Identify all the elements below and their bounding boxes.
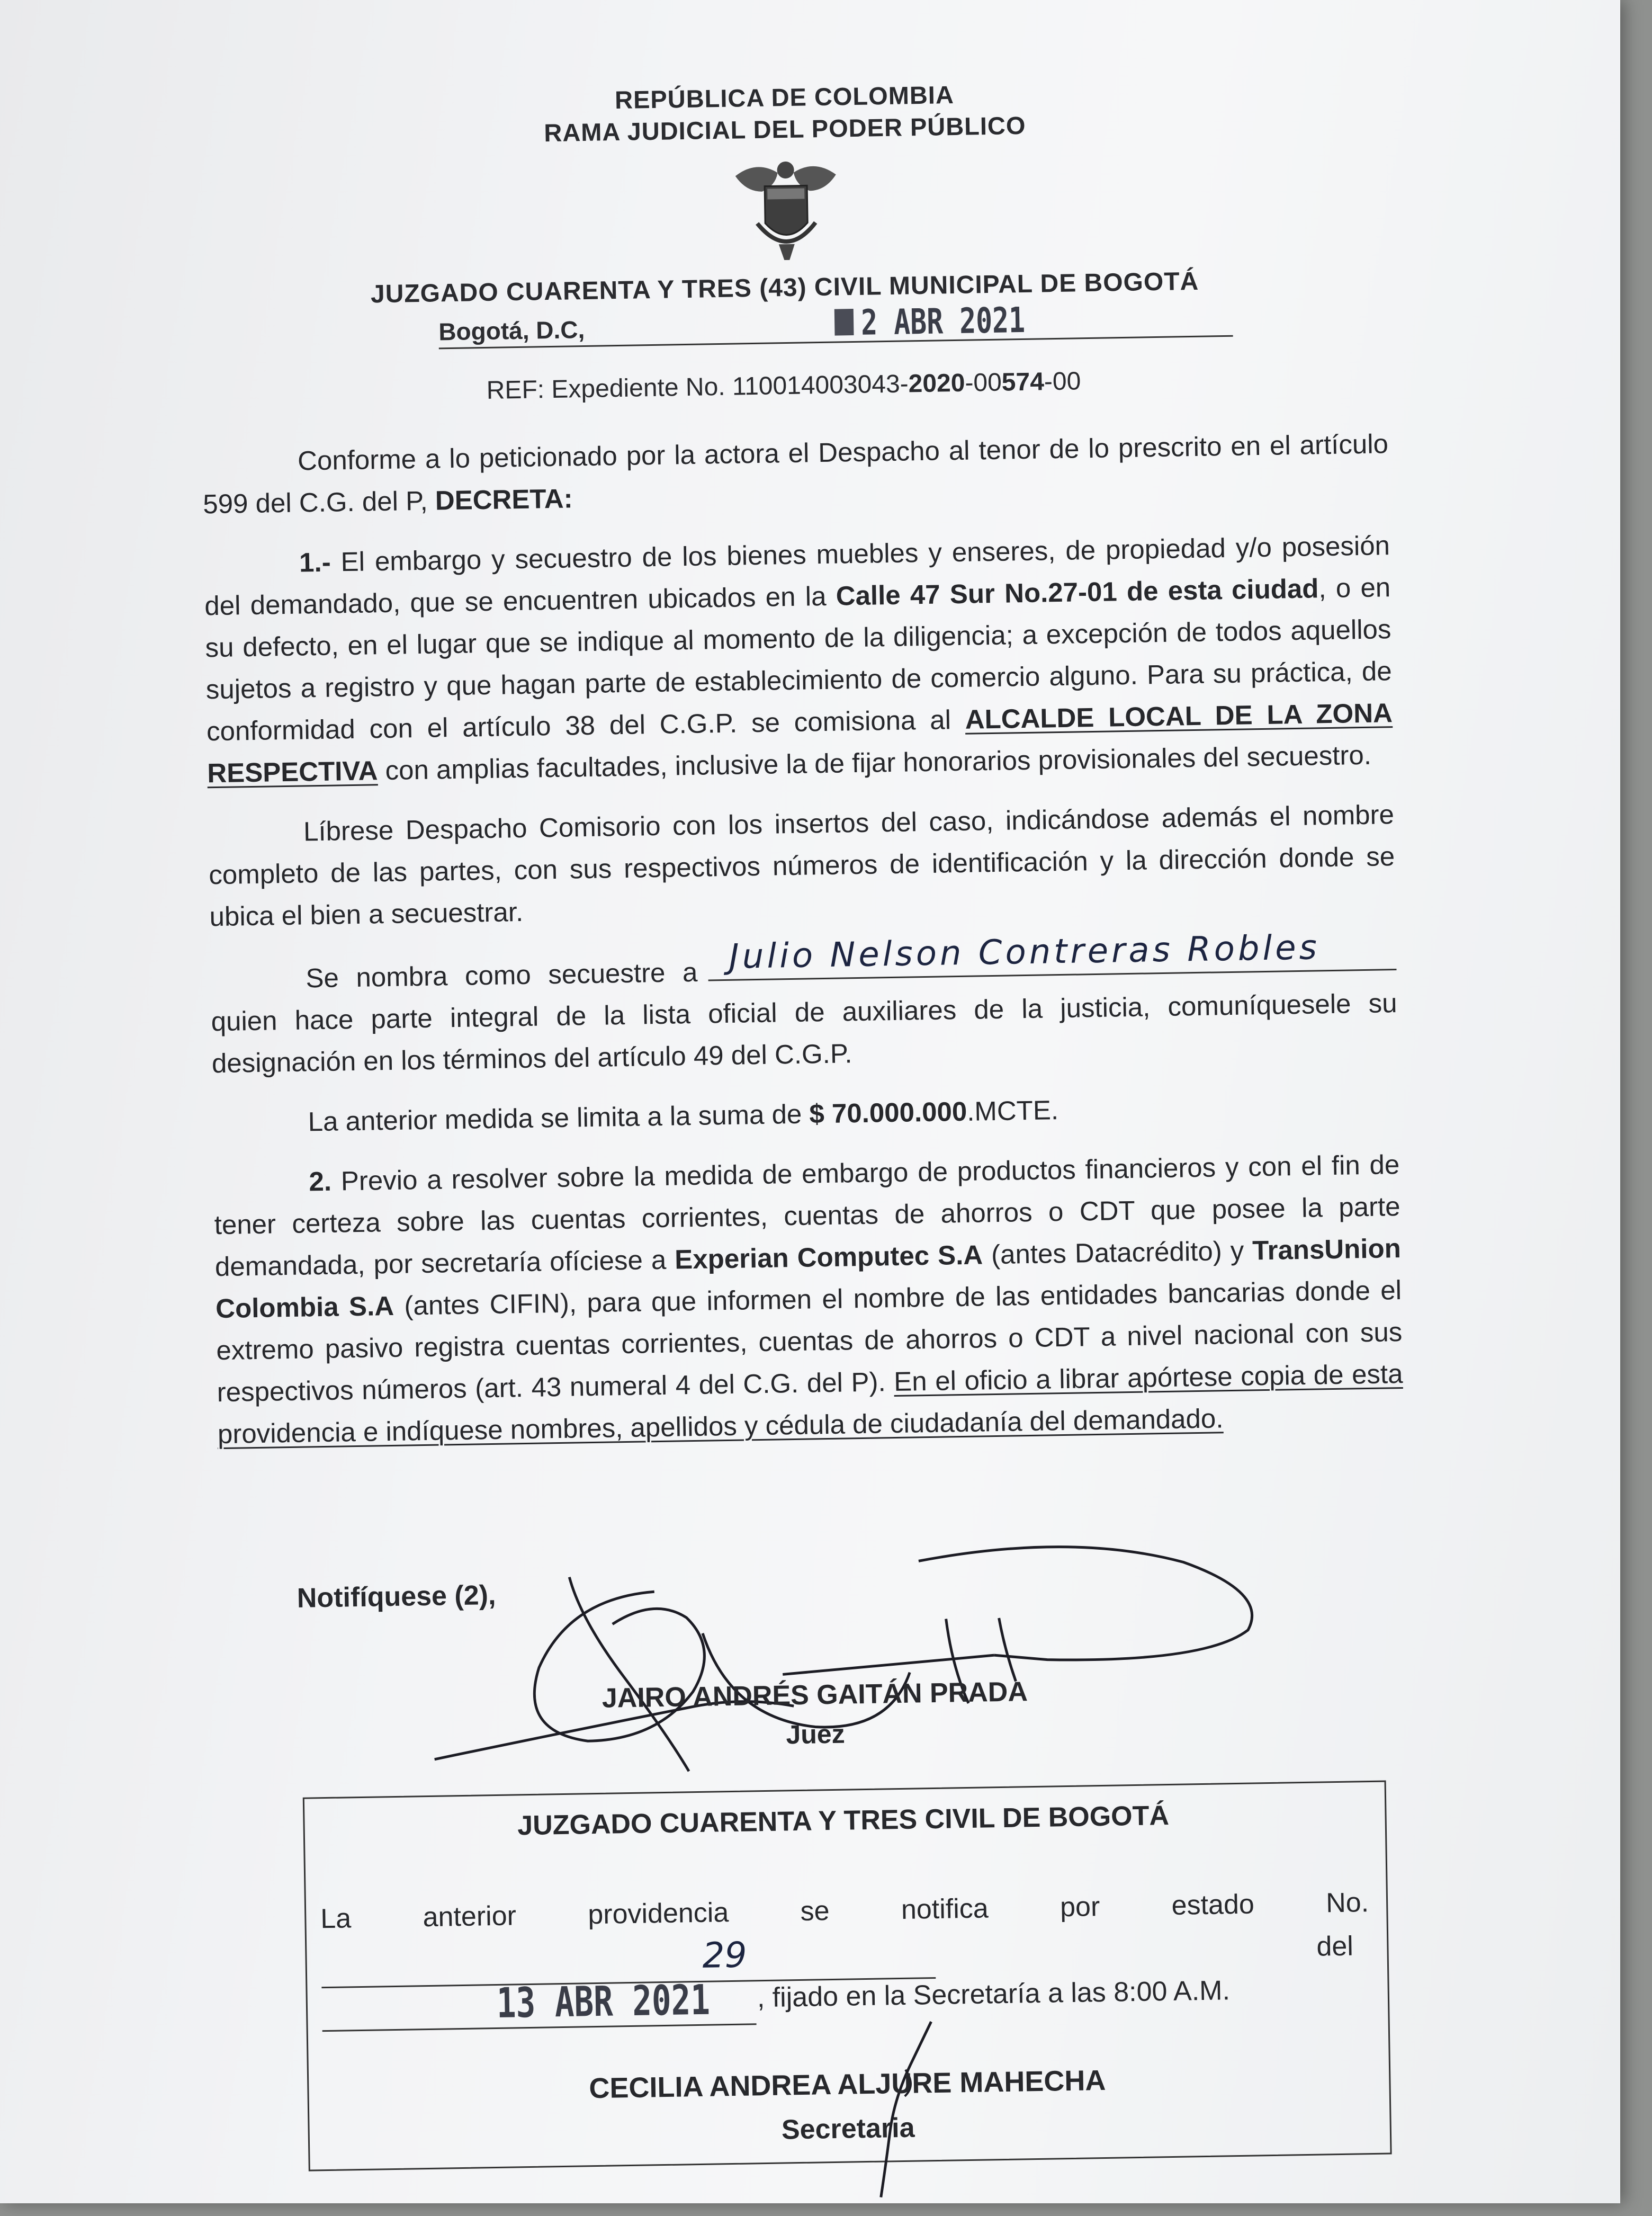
limit-suffix: .MCTE. bbox=[966, 1095, 1059, 1127]
ref-suffix: -00 bbox=[1044, 367, 1081, 396]
del-label: del bbox=[1316, 1931, 1354, 1962]
secretary-name: CECILIA ANDREA ALJURE MAHECHA bbox=[588, 2064, 1106, 2105]
custodian-handwritten-name: Julio Nelson Contreras Robles bbox=[729, 928, 1321, 977]
notice-word: por bbox=[1060, 1891, 1100, 1923]
p5-text-c: (antes Datacrédito) y bbox=[982, 1235, 1253, 1270]
estado-number: 29 bbox=[702, 1934, 748, 1976]
p5-text-e: (antes CIFIN), para que informen el nombre de las entidades bancarias donde el extremo pasivo registra cuentas corrientes, cuentas de ahorros o CDT a nivel nacional con sus respectivos números (art. 43 numeral 4 del C.G. del P). bbox=[216, 1274, 1403, 1408]
notice-word: notifica bbox=[901, 1893, 989, 1925]
city-label: Bogotá, D.C, bbox=[438, 315, 585, 346]
notice-word: se bbox=[800, 1896, 830, 1927]
paragraph-limit bbox=[212, 1084, 1399, 1144]
ref-number: 574 bbox=[1001, 368, 1045, 397]
intro-text: Conforme a lo peticionado por la actora el Despacho al tenor de lo prescrito en el artículo 599 del C.G. del P, bbox=[202, 428, 1389, 520]
secretary-title: Secretaria bbox=[781, 2112, 915, 2146]
paragraph-2 bbox=[213, 1143, 1404, 1455]
judge-title: Juez bbox=[785, 1719, 846, 1750]
address: Calle 47 Sur No.27-01 de esta ciudad bbox=[836, 573, 1319, 611]
document-body bbox=[202, 423, 1404, 1455]
item-1-number: 1.- bbox=[299, 547, 331, 578]
p1-text-c: , o en su defecto, en el lugar que se indique al momento de la diligencia; a excepción de todos aquellos sujetos a registro y que hagan parte de establecimiento de comercio alguno. Para su práctica, de conformidad con el artículo 38 del C.G.P. se comisiona al bbox=[205, 572, 1393, 747]
p1-text-e: con amplias facultades, inclusive la de fijar honorarios provisionales del secuestro. bbox=[378, 739, 1372, 786]
item-2-number: 2. bbox=[309, 1166, 332, 1197]
coat-of-arms-icon bbox=[724, 153, 848, 266]
p1-text-a: El embargo y secuestro de los bienes muebles y enseres, de propiedad y/o posesión del demandado, que se encuentren ubicados en la bbox=[204, 530, 1390, 621]
custodian-line bbox=[708, 928, 1397, 981]
notice-title: JUZGADO CUARENTA Y TRES CIVIL DE BOGOTÁ bbox=[517, 1800, 1170, 1842]
limit-text: La anterior medida se limita a la suma de bbox=[308, 1098, 810, 1137]
notice-word: No. bbox=[1325, 1887, 1369, 1919]
stamp-mark bbox=[834, 309, 854, 336]
header-republic: REPÚBLICA DE COLOMBIA bbox=[614, 80, 955, 114]
custodian-label: Se nombra como secuestre a bbox=[306, 957, 698, 994]
transunion: TransUnion Colombia S.A bbox=[215, 1232, 1402, 1324]
p5-underlined-instruction: En el oficio a librar apórtese copia de esta providencia e indíquese nombres, apellidos y cédula de ciudadanía del demandado. bbox=[217, 1358, 1403, 1450]
custodian-text: quien hace parte integral de la lista oficial de auxiliares de la justicia, comuníquesele su designación en los términos del artículo 49 del C.G.P. bbox=[211, 988, 1397, 1079]
header-branch: RAMA JUDICIAL DEL PODER PÚBLICO bbox=[543, 111, 1026, 147]
file-reference bbox=[0, 359, 1578, 413]
p5-text-a: Previo a resolver sobre la medida de embargo de productos financieros y con el fin de tener certeza sobre las cuentas corrientes, cuentas de ahorros o CDT que posee la parte demandada, por secretaría ofíciese a bbox=[214, 1149, 1400, 1282]
experian: Experian Computec S.A bbox=[674, 1239, 983, 1275]
intro-paragraph bbox=[202, 423, 1389, 525]
ref-year: 2020 bbox=[908, 369, 965, 398]
notice-word: providencia bbox=[587, 1897, 729, 1931]
limit-amount: $ 70.000.000 bbox=[809, 1096, 967, 1129]
paragraph-1 bbox=[204, 524, 1394, 794]
fixed-text: , fijado en la Secretaría a las 8:00 A.M. bbox=[757, 1975, 1231, 2014]
decreta-label: DECRETA: bbox=[435, 483, 573, 516]
court-name: JUZGADO CUARENTA Y TRES (43) CIVIL MUNICIPAL DE BOGOTÁ bbox=[370, 267, 1199, 309]
paragraph-custodian bbox=[210, 928, 1398, 1084]
notify-label: Notifíquese (2), bbox=[297, 1579, 496, 1614]
notice-word: estado bbox=[1171, 1889, 1255, 1921]
secretary-signature-icon bbox=[841, 2011, 960, 2203]
notice-word: La bbox=[320, 1903, 352, 1935]
notice-date-stamp: 13 ABR 2021 bbox=[496, 1976, 711, 2027]
paragraph-commission: Líbrese Despacho Comisorio con los insertos del caso, indicándose además el nombre completo de las partes, con sus respectivos números de identificación y la dirección donde se ubica el bien a secuestrar. bbox=[208, 799, 1395, 932]
date-stamp: 2 ABR 2021 bbox=[860, 299, 1026, 343]
notice-word: anterior bbox=[423, 1900, 517, 1933]
commissioned-authority: ALCALDE LOCAL DE LA ZONA RESPECTIVA bbox=[206, 698, 1393, 789]
ref-mid: -00 bbox=[965, 368, 1002, 397]
ref-prefix: REF: Expediente No. 110014003043- bbox=[486, 370, 909, 405]
judge-name: JAIRO ANDRÉS GAITÁN PRADA bbox=[601, 1676, 1028, 1714]
